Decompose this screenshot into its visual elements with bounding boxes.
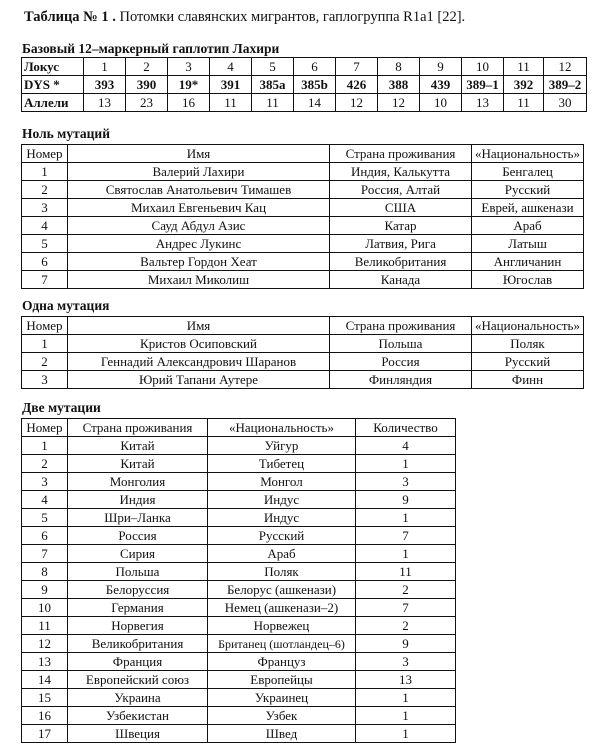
table-cell: Шри–Ланка [68, 509, 208, 527]
table-cell: 1 [22, 437, 68, 455]
table-cell: Великобритания [330, 253, 472, 271]
table-cell: 7 [356, 527, 456, 545]
table-cell: 3 [168, 58, 210, 76]
table-cell: 1 [84, 58, 126, 76]
table-cell: 5 [22, 235, 68, 253]
table-cell: 390 [126, 76, 168, 94]
table-cell: 15 [22, 689, 68, 707]
table-cell: Уйгур [208, 437, 356, 455]
table-cell: 9 [420, 58, 462, 76]
table-cell: Англичанин [472, 253, 584, 271]
table-cell: 3 [22, 371, 68, 389]
one-mutation-heading: Одна мутация [22, 298, 110, 313]
table-cell: Узбек [208, 707, 356, 725]
table-cell: 1 [356, 509, 456, 527]
table-cell: 17 [22, 725, 68, 743]
table-cell: 2 [356, 581, 456, 599]
table-cell: 1 [356, 707, 456, 725]
table-cell: Катар [330, 217, 472, 235]
table-cell: 391 [210, 76, 252, 94]
table-cell: Андрес Лукинс [68, 235, 330, 253]
table-row [22, 181, 584, 199]
table-cell: Араб [208, 545, 356, 563]
haplotype-row [22, 76, 587, 94]
column-header: «Национальность» [472, 317, 584, 335]
table-cell: 9 [356, 635, 456, 653]
table-cell: 7 [22, 271, 68, 289]
column-header: Имя [68, 145, 330, 163]
table-cell: Германия [68, 599, 208, 617]
table-row [22, 581, 456, 599]
table-cell: 2 [356, 617, 456, 635]
table-cell: Сауд Абдул Азис [68, 217, 330, 235]
table-cell: 10 [420, 94, 462, 112]
table-row [22, 509, 456, 527]
table-cell: Тибетец [208, 455, 356, 473]
table-row [22, 707, 456, 725]
table-cell: 3 [356, 473, 456, 491]
table-cell: 3 [22, 473, 68, 491]
two-mutations-table [21, 418, 456, 743]
table-cell: 1 [356, 455, 456, 473]
table-row [22, 163, 584, 181]
table-cell: 2 [126, 58, 168, 76]
table-cell: Украина [68, 689, 208, 707]
table-cell: 11 [22, 617, 68, 635]
table-cell: 4 [22, 491, 68, 509]
table-cell: 2 [22, 455, 68, 473]
table-cell: Европейский союз [68, 671, 208, 689]
column-header: Номер [22, 145, 68, 163]
table-cell: Норвежец [208, 617, 356, 635]
table-cell: Бенгалец [472, 163, 584, 181]
table-row [22, 437, 456, 455]
table-row [22, 473, 456, 491]
table-cell: 10 [22, 599, 68, 617]
table-row [22, 635, 456, 653]
row-label: Локус [22, 58, 84, 76]
table-cell: Польша [68, 563, 208, 581]
table-cell: 7 [336, 58, 378, 76]
table-cell: Индус [208, 509, 356, 527]
table-row [22, 271, 584, 289]
table-cell: 13 [462, 94, 504, 112]
row-label: Аллели [22, 94, 84, 112]
table-cell: Русский [472, 353, 584, 371]
table-cell: Финн [472, 371, 584, 389]
table-cell: Поляк [208, 563, 356, 581]
row-label: DYS * [22, 76, 84, 94]
table-cell: Китай [68, 455, 208, 473]
table-header-row [22, 145, 584, 163]
table-cell: 439 [420, 76, 462, 94]
title-text: Потомки славянских мигрантов, гаплогруппа R1a1 [22]. [119, 9, 466, 25]
table-cell: 13 [84, 94, 126, 112]
table-cell: Араб [472, 217, 584, 235]
table-cell: 8 [22, 563, 68, 581]
table-row [22, 527, 456, 545]
table-cell: 6 [22, 527, 68, 545]
table-cell: 12 [336, 94, 378, 112]
table-cell: 1 [22, 335, 68, 353]
table-cell: 1 [356, 725, 456, 743]
table-cell: 392 [504, 76, 544, 94]
haplotype-row [22, 58, 587, 76]
table-cell: 12 [378, 94, 420, 112]
table-cell: США [330, 199, 472, 217]
table-cell: 389–2 [544, 76, 587, 94]
table-cell: 16 [22, 707, 68, 725]
table-header-row [22, 419, 456, 437]
table-cell: Британец (шотландец–6) [208, 635, 356, 653]
table-cell: Узбекистан [68, 707, 208, 725]
table-row [22, 217, 584, 235]
table-cell: 4 [356, 437, 456, 455]
table-cell: 1 [22, 163, 68, 181]
table-row [22, 253, 584, 271]
column-header: Номер [22, 317, 68, 335]
table-row [22, 199, 584, 217]
table-row [22, 725, 456, 743]
table-cell: Сирия [68, 545, 208, 563]
table-row [22, 545, 456, 563]
table-cell: Француз [208, 653, 356, 671]
table-cell: Индия [68, 491, 208, 509]
column-header: Имя [68, 317, 330, 335]
table-cell: Россия [330, 353, 472, 371]
table-cell: Еврей, ашкенази [472, 199, 584, 217]
column-header: Страна проживания [330, 317, 472, 335]
table-cell: 426 [336, 76, 378, 94]
table-row [22, 671, 456, 689]
table-cell: 11 [504, 94, 544, 112]
table-cell: 6 [22, 253, 68, 271]
table-cell: 1 [356, 689, 456, 707]
table-row [22, 371, 584, 389]
zero-mutations-table [21, 144, 584, 289]
table-cell: 12 [22, 635, 68, 653]
table-cell: 385a [252, 76, 294, 94]
table-cell: Канада [330, 271, 472, 289]
table-cell: 11 [356, 563, 456, 581]
table-cell: Монгол [208, 473, 356, 491]
table-cell: 385b [294, 76, 336, 94]
table-cell: 5 [252, 58, 294, 76]
table-cell: Швеция [68, 725, 208, 743]
one-mutation-table [21, 316, 584, 389]
table-cell: 5 [22, 509, 68, 527]
table-cell: Украинец [208, 689, 356, 707]
table-cell: 7 [22, 545, 68, 563]
table-cell: Индия, Калькутта [330, 163, 472, 181]
table-cell: 1 [356, 545, 456, 563]
table-cell: 13 [22, 653, 68, 671]
table-cell: 14 [22, 671, 68, 689]
table-cell: Монголия [68, 473, 208, 491]
table-cell: Поляк [472, 335, 584, 353]
table-row [22, 455, 456, 473]
table-cell: Юрий Тапани Аутере [68, 371, 330, 389]
table-cell: 2 [22, 353, 68, 371]
table-cell: 388 [378, 76, 420, 94]
table-cell: Россия, Алтай [330, 181, 472, 199]
table-cell: Белоруссия [68, 581, 208, 599]
table-cell: Швед [208, 725, 356, 743]
table-cell: 6 [294, 58, 336, 76]
table-cell: 11 [210, 94, 252, 112]
table-row [22, 653, 456, 671]
table-cell: Великобритания [68, 635, 208, 653]
table-cell: 19* [168, 76, 210, 94]
column-header: «Национальность» [472, 145, 584, 163]
table-cell: Русский [472, 181, 584, 199]
two-mutations-heading: Две мутации [22, 400, 101, 415]
table-cell: Финляндия [330, 371, 472, 389]
table-cell: 393 [84, 76, 126, 94]
table-row [22, 599, 456, 617]
table-cell: 389–1 [462, 76, 504, 94]
column-header: Страна проживания [330, 145, 472, 163]
column-header: «Национальность» [208, 419, 356, 437]
table-cell: 11 [252, 94, 294, 112]
table-cell: Франция [68, 653, 208, 671]
document-title [24, 9, 465, 26]
table-row [22, 563, 456, 581]
table-cell: Русский [208, 527, 356, 545]
table-cell: Югослав [472, 271, 584, 289]
column-header: Номер [22, 419, 68, 437]
table-cell: 9 [356, 491, 456, 509]
table-cell: Белорус (ашкенази) [208, 581, 356, 599]
table-cell: 23 [126, 94, 168, 112]
table-row [22, 689, 456, 707]
table-row [22, 617, 456, 635]
haplotype-table [21, 57, 587, 112]
table-cell: Китай [68, 437, 208, 455]
table-cell: 8 [378, 58, 420, 76]
table-cell: Святослав Анатольевич Тимашев [68, 181, 330, 199]
table-cell: Россия [68, 527, 208, 545]
column-header: Количество [356, 419, 456, 437]
table-cell: 11 [504, 58, 544, 76]
table-cell: 14 [294, 94, 336, 112]
table-number: Таблица № 1 . [24, 9, 116, 25]
haplotype-row [22, 94, 587, 112]
table-cell: Михаил Евгеньевич Кац [68, 199, 330, 217]
table-cell: 9 [22, 581, 68, 599]
table-cell: Польша [330, 335, 472, 353]
table-cell: Норвегия [68, 617, 208, 635]
zero-mutations-heading: Ноль мутаций [22, 126, 110, 141]
haplotype-heading: Базовый 12–маркерный гаплотип Лахири [22, 41, 280, 56]
table-cell: 30 [544, 94, 587, 112]
table-cell: Немец (ашкенази–2) [208, 599, 356, 617]
table-cell: Валерий Лахири [68, 163, 330, 181]
table-cell: 13 [356, 671, 456, 689]
table-cell: 7 [356, 599, 456, 617]
table-row [22, 353, 584, 371]
table-cell: Кристов Осиповский [68, 335, 330, 353]
table-row [22, 335, 584, 353]
table-row [22, 235, 584, 253]
table-cell: Геннадий Александрович Шаранов [68, 353, 330, 371]
table-cell: Михаил Миколиш [68, 271, 330, 289]
table-cell: 4 [22, 217, 68, 235]
column-header: Страна проживания [68, 419, 208, 437]
table-cell: 4 [210, 58, 252, 76]
table-cell: 3 [356, 653, 456, 671]
table-header-row [22, 317, 584, 335]
table-cell: 2 [22, 181, 68, 199]
table-cell: Индус [208, 491, 356, 509]
table-cell: Латвия, Рига [330, 235, 472, 253]
table-cell: 10 [462, 58, 504, 76]
table-row [22, 491, 456, 509]
table-cell: Латыш [472, 235, 584, 253]
table-cell: 12 [544, 58, 587, 76]
table-cell: Вальтер Гордон Хеат [68, 253, 330, 271]
table-cell: Европейцы [208, 671, 356, 689]
table-cell: 16 [168, 94, 210, 112]
table-cell: 3 [22, 199, 68, 217]
